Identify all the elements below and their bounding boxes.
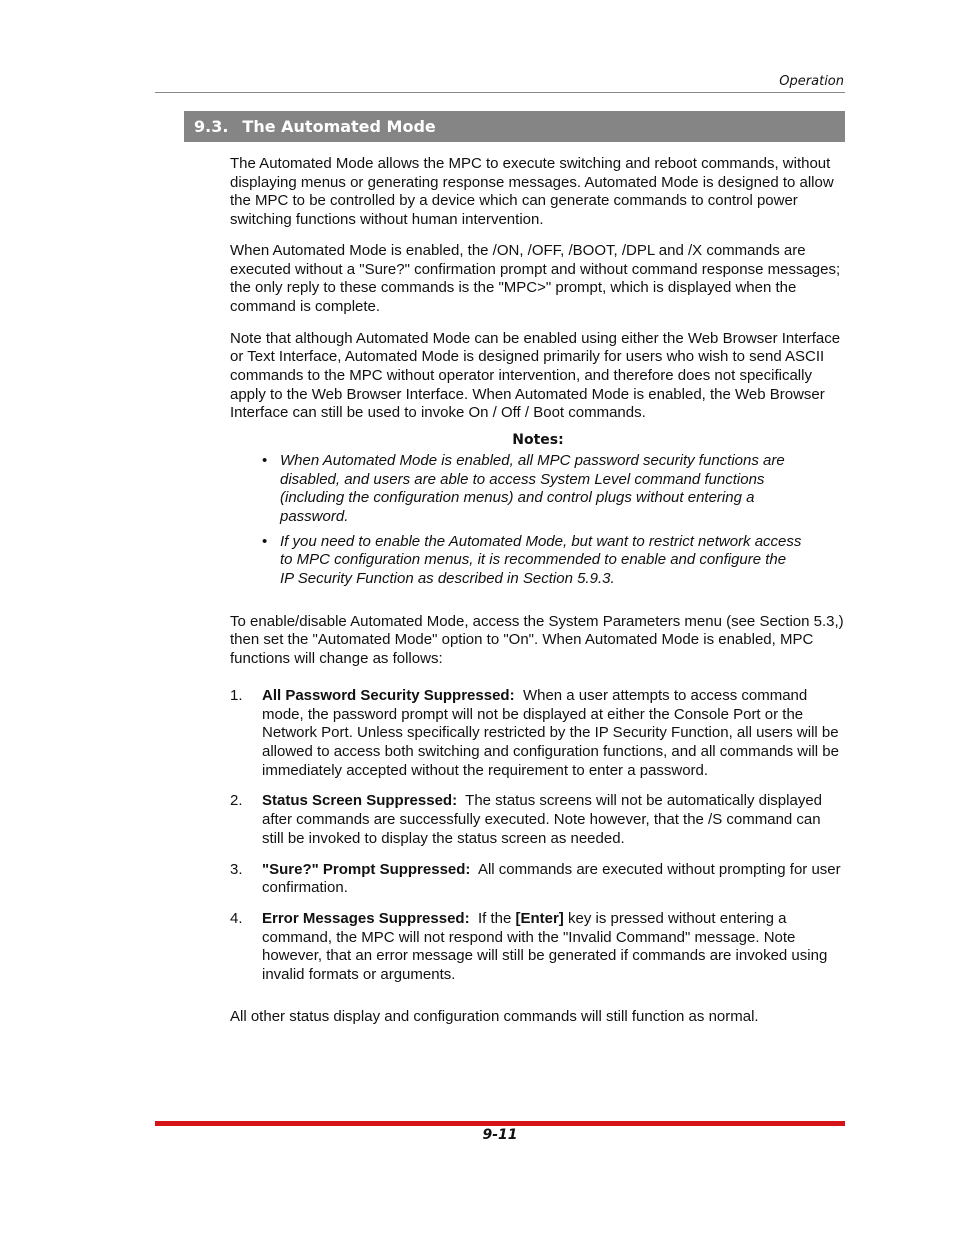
section-number: 9.3. (194, 117, 229, 136)
item-text: When a user attempts to access command mode, the password prompt will not be displayed at either the Console Port or the Network Port. Unless specifically restricted by the IP Security Function, all users will be allowed to access both switching and configuration functions, and all commands will be immediately accepted without the requirement to enter a password. (262, 686, 839, 779)
list-item (230, 792, 846, 848)
item-number: 1. (230, 686, 243, 704)
footer-divider (155, 1121, 845, 1126)
item-number: 3. (230, 860, 243, 878)
item-number: 2. (230, 792, 243, 810)
item-text: If the (477, 909, 512, 927)
body-content (230, 155, 846, 1026)
note-text: If you need to enable the Automated Mode, but want to restrict network access to MPC configuration menus, it is recommended to enable and configure the IP Security Function as described in Section 5.9.3. (280, 532, 802, 588)
note-text: When Automated Mode is enabled, all MPC password security functions are disabled, and users are able to access System Level command functions (including the configuration menus) and control plugs without entering a password. (280, 451, 785, 525)
section-heading (184, 111, 845, 142)
header-divider (155, 92, 845, 93)
item-text: All commands are executed without prompting for user confirmation. (262, 860, 841, 897)
item-number: 4. (230, 909, 243, 927)
bullet: • (262, 451, 268, 469)
item-title: Status Screen Suppressed: (262, 792, 458, 810)
intro-paragraph: The Automated Mode allows the MPC to execute switching and reboot commands, without displaying menus or generating response messages. Automated Mode is designed to allow the MPC to be controlled by a device which can generate commands to control power switching functions without human intervention. (230, 155, 834, 229)
list-item (230, 861, 846, 898)
closing-paragraph: All other status display and configuration commands will still function as normal. (230, 1007, 759, 1025)
web-interface-paragraph: Note that although Automated Mode can be enabled using either the Web Browser Interface or Text Interface, Automated Mode is designed primarily for users who wish to send ASCII commands to the MPC without operator intervention, and therefore does not specifically apply to the Web Browser Interface. When Automated Mode is enabled, the Web Browser Interface can still be used to invoke On / Off / Boot commands. (230, 329, 841, 422)
running-header: Operation (779, 74, 844, 89)
item-title: "Sure?" Prompt Suppressed: (262, 860, 471, 878)
enter-key-label: [Enter] (515, 909, 564, 927)
enable-paragraph: To enable/disable Automated Mode, access the System Parameters menu (see Section 5.3,) then set the "Automated Mode" option to "On". When Automated Mode is enabled, MPC functions will change as follows: (230, 612, 844, 668)
commands-paragraph: When Automated Mode is enabled, the /ON, /OFF, /BOOT, /DPL and /X commands are executed without a "Sure?" confirmation prompt and without command response messages; the only reply to these commands is the "MPC>" prompt, which is displayed when the command is complete. (230, 241, 841, 315)
list-item (230, 687, 846, 781)
item-title: Error Messages Suppressed: (262, 909, 470, 927)
note-item (262, 533, 802, 589)
bullet: • (262, 532, 268, 550)
note-item (262, 452, 802, 527)
item-text: The status screens will not be automatically displayed after commands are successfully executed. Note however, that the /S command can still be invoked to display the status screen as needed. (262, 792, 822, 847)
section-title: The Automated Mode (242, 117, 436, 136)
list-item (230, 910, 846, 985)
page-number: 9-11 (482, 1127, 518, 1143)
item-title: All Password Security Suppressed: (262, 686, 515, 704)
item-text: key is pressed without entering a command, the MPC will not respond with the "Invalid Command" message. Note however, that an error message will still be generated if commands are invoked using invalid formats or arguments. (262, 909, 828, 984)
notes-heading: Notes: (512, 432, 564, 449)
notes-list (230, 452, 802, 589)
changes-list (230, 687, 846, 985)
